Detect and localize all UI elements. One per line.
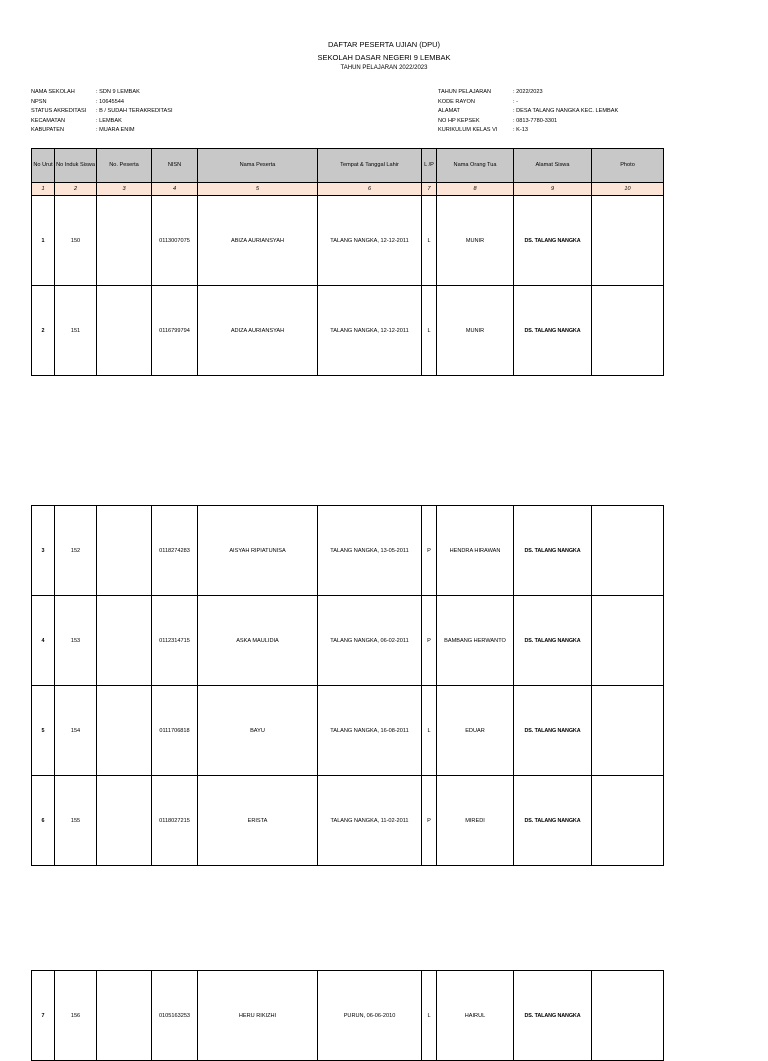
cell-peserta xyxy=(97,686,152,776)
cell-alamat: DS. TALANG NANGKA xyxy=(514,286,592,376)
info-label: NO HP KEPSEK xyxy=(438,117,480,124)
column-number: 10 xyxy=(592,183,664,196)
info-row xyxy=(31,107,173,117)
column-header: No Urut xyxy=(32,149,55,183)
cell-nisn: 0113007075 xyxy=(152,196,198,286)
photo-cell xyxy=(592,596,664,686)
column-header: L /P xyxy=(422,149,437,183)
info-row xyxy=(31,98,173,108)
photo-cell xyxy=(592,686,664,776)
cell-ortu: HENDRA HIRAWAN xyxy=(437,506,514,596)
cell-no: 3 xyxy=(32,506,55,596)
column-number: 6 xyxy=(318,183,422,196)
table-row xyxy=(32,971,664,1061)
cell-ttl: TALANG NANGKA, 13-05-2011 xyxy=(318,506,422,596)
cell-peserta xyxy=(97,286,152,376)
cell-ttl: TALANG NANGKA, 12-12-2011 xyxy=(318,196,422,286)
info-row xyxy=(31,117,173,127)
cell-nisn: 0111706818 xyxy=(152,686,198,776)
column-header: NISN xyxy=(152,149,198,183)
cell-peserta xyxy=(97,506,152,596)
cell-induk: 154 xyxy=(55,686,97,776)
cell-induk: 152 xyxy=(55,506,97,596)
photo-cell xyxy=(592,776,664,866)
cell-ortu: MUNIR xyxy=(437,196,514,286)
cell-nama: BAYU xyxy=(198,686,318,776)
cell-no: 5 xyxy=(32,686,55,776)
column-number: 2 xyxy=(55,183,97,196)
table-row xyxy=(32,776,664,866)
cell-lp: L xyxy=(422,196,437,286)
photo-cell xyxy=(592,196,664,286)
cell-lp: L xyxy=(422,971,437,1061)
column-header: No Induk Siswa xyxy=(55,149,97,183)
photo-cell xyxy=(592,971,664,1061)
cell-ortu: EDUAR xyxy=(437,686,514,776)
cell-lp: P xyxy=(422,506,437,596)
column-number: 3 xyxy=(97,183,152,196)
info-row xyxy=(438,126,618,136)
column-number: 7 xyxy=(422,183,437,196)
table-row xyxy=(32,686,664,776)
info-value: : DESA TALANG NANGKA KEC. LEMBAK xyxy=(513,108,619,115)
document-title: DAFTAR PESERTA UJIAN (DPU) xyxy=(327,40,441,49)
cell-nisn: 0116799794 xyxy=(152,286,198,376)
info-row xyxy=(31,88,173,98)
academic-year: TAHUN PELAJARAN 2022/2023 xyxy=(340,65,428,71)
info-value: : 10645544 xyxy=(96,98,124,105)
info-value: : - xyxy=(513,98,518,105)
info-value: : 0813-7780-3301 xyxy=(513,117,558,124)
info-label: KURIKULUM KELAS VI xyxy=(438,127,498,134)
cell-induk: 156 xyxy=(55,971,97,1061)
cell-induk: 151 xyxy=(55,286,97,376)
info-label: NAMA SEKOLAH xyxy=(31,89,75,95)
column-number: 4 xyxy=(152,183,198,196)
participant-table-block-1 xyxy=(31,148,664,376)
school-info-right xyxy=(438,88,618,136)
cell-peserta xyxy=(97,196,152,286)
info-row xyxy=(438,107,618,117)
cell-alamat: DS. TALANG NANGKA xyxy=(514,596,592,686)
cell-peserta xyxy=(97,596,152,686)
info-value: : SDN 9 LEMBAK xyxy=(96,89,140,95)
info-label: TAHUN PELAJARAN xyxy=(438,89,492,95)
cell-alamat: DS. TALANG NANGKA xyxy=(514,971,592,1061)
cell-nama: ERISTA xyxy=(198,776,318,866)
column-header: Tempat & Tanggal Lahir xyxy=(318,149,422,183)
photo-cell xyxy=(592,286,664,376)
cell-lp: L xyxy=(422,686,437,776)
info-value: : MUARA ENIM xyxy=(96,127,135,134)
cell-ortu: BAMBANG HERWANTO xyxy=(437,596,514,686)
cell-induk: 150 xyxy=(55,196,97,286)
info-label: ALAMAT xyxy=(438,108,460,115)
cell-no: 4 xyxy=(32,596,55,686)
info-value: : K-13 xyxy=(513,127,528,134)
cell-ttl: TALANG NANGKA, 11-02-2011 xyxy=(318,776,422,866)
cell-ttl: TALANG NANGKA, 12-12-2011 xyxy=(318,286,422,376)
column-header: No. Peserta xyxy=(97,149,152,183)
cell-nisn: 0105163253 xyxy=(152,971,198,1061)
cell-nisn: 0112314715 xyxy=(152,596,198,686)
participant-table-block-3 xyxy=(31,970,664,1061)
cell-alamat: DS. TALANG NANGKA xyxy=(514,196,592,286)
cell-no: 7 xyxy=(32,971,55,1061)
cell-nisn: 0118027215 xyxy=(152,776,198,866)
cell-ttl: TALANG NANGKA, 06-02-2011 xyxy=(318,596,422,686)
info-label: NPSN xyxy=(31,98,47,105)
column-header: Nama Peserta xyxy=(198,149,318,183)
column-number: 8 xyxy=(437,183,514,196)
cell-ortu: MIREDI xyxy=(437,776,514,866)
column-number: 5 xyxy=(198,183,318,196)
photo-cell xyxy=(592,506,664,596)
cell-no: 6 xyxy=(32,776,55,866)
cell-nama: AISYAH RIPIATUNISA xyxy=(198,506,318,596)
info-value: : LEMBAK xyxy=(96,117,122,124)
cell-nama: ADIZA AURIANSYAH xyxy=(198,286,318,376)
cell-lp: L xyxy=(422,286,437,376)
cell-nisn: 0118274283 xyxy=(152,506,198,596)
cell-induk: 153 xyxy=(55,596,97,686)
info-label: STATUS AKREDITASI xyxy=(31,108,87,115)
table-row xyxy=(32,596,664,686)
table-row xyxy=(32,196,664,286)
column-number: 9 xyxy=(514,183,592,196)
cell-alamat: DS. TALANG NANGKA xyxy=(514,686,592,776)
cell-ortu: MUNIR xyxy=(437,286,514,376)
cell-lp: P xyxy=(422,776,437,866)
column-header: Nama Orang Tua xyxy=(437,149,514,183)
cell-peserta xyxy=(97,971,152,1061)
info-label: KABUPATEN xyxy=(31,127,65,134)
cell-alamat: DS. TALANG NANGKA xyxy=(514,506,592,596)
cell-alamat: DS. TALANG NANGKA xyxy=(514,776,592,866)
info-row xyxy=(31,126,173,136)
school-name: SEKOLAH DASAR NEGERI 9 LEMBAK xyxy=(317,53,451,62)
cell-ortu: HAIRUL xyxy=(437,971,514,1061)
cell-ttl: PURUN, 06-06-2010 xyxy=(318,971,422,1061)
info-row xyxy=(438,117,618,127)
info-label: KODE RAYON xyxy=(438,98,475,105)
info-label: KECAMATAN xyxy=(31,117,65,124)
table-row xyxy=(32,286,664,376)
cell-nama: ABIZA AURIANSYAH xyxy=(198,196,318,286)
info-value: : 2022/2023 xyxy=(513,89,543,95)
cell-no: 2 xyxy=(32,286,55,376)
table-row xyxy=(32,506,664,596)
cell-nama: ASKA MAULIDIA xyxy=(198,596,318,686)
cell-no: 1 xyxy=(32,196,55,286)
cell-lp: P xyxy=(422,596,437,686)
info-row xyxy=(438,88,618,98)
column-header: Alamat Siswa xyxy=(514,149,592,183)
info-value: : B / SUDAH TERAKREDITASI xyxy=(96,108,173,115)
column-header: Photo xyxy=(592,149,664,183)
cell-peserta xyxy=(97,776,152,866)
participant-table-block-2 xyxy=(31,505,664,866)
cell-ttl: TALANG NANGKA, 16-08-2011 xyxy=(318,686,422,776)
cell-nama: HERU RIKIZHI xyxy=(198,971,318,1061)
school-info-left xyxy=(31,88,173,136)
info-row xyxy=(438,98,618,108)
column-number: 1 xyxy=(32,183,55,196)
cell-induk: 155 xyxy=(55,776,97,866)
